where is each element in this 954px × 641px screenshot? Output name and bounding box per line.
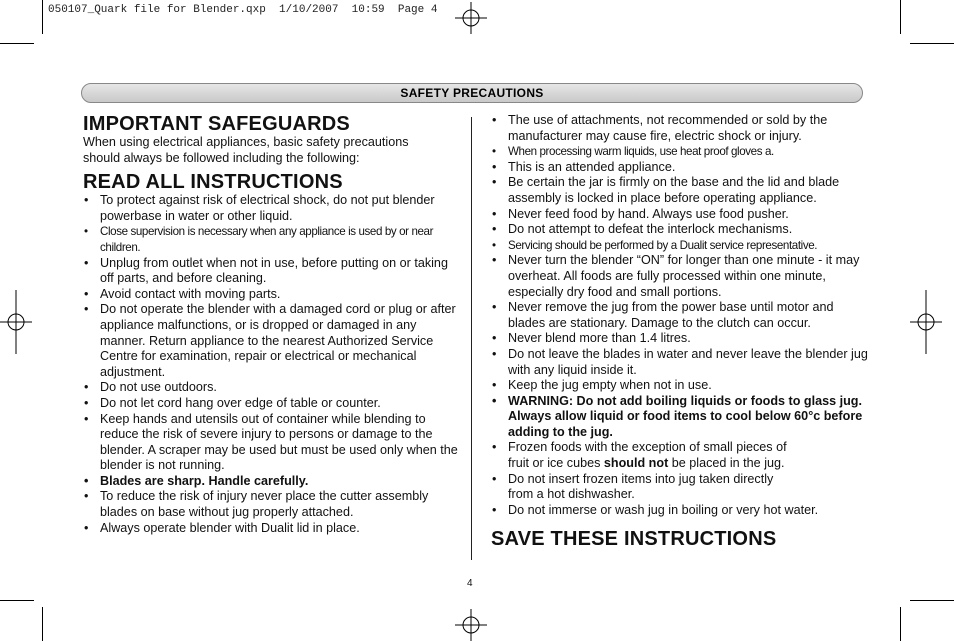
list-item: • When processing warm liquids, use heat proof gloves a. [491,144,871,160]
registration-mark-left-icon [0,290,32,354]
registration-mark-bottom-icon [455,609,487,641]
crop-mark-top-left-v [42,0,43,34]
crop-mark-bottom-left-h [0,600,34,601]
list-item: • Always operate blender with Dualit lid in place. [83,521,463,537]
list-item: • Do not let cord hang over edge of table or counter. [83,396,463,412]
frozen-line-2-pre: fruit or ice cubes [508,456,604,471]
crop-mark-bottom-right-v [900,607,901,641]
heading-read-all-instructions: READ ALL INSTRUCTIONS [83,171,343,194]
right-bullet-list [491,113,871,518]
list-item: • Never remove the jug from the power base until motor and blades are stationary. Damage to the clutch can occur. [491,300,871,331]
insert-line-1: Do not insert frozen items into jug taken directly [508,471,774,486]
list-item-frozen-items [491,472,871,503]
list-item: • To protect against risk of electrical shock, do not put blender powerbase in water or other liquid. [83,193,463,224]
insert-line-2: from a hot dishwasher. [508,487,635,502]
list-item: • Keep hands and utensils out of container while blending to reduce the risk of severe injury to persons or damage to the blender. A scraper may be used but must be used only when the blender is not running. [83,412,463,474]
section-banner: SAFETY PRECAUTIONS [81,83,863,103]
intro-line-2: should always be followed including the following: [83,150,360,165]
list-item: • Never turn the blender “ON” for longer than one minute - it may overheat. All foods are fully processed within one minute, especially dry food and small portions. [491,253,871,300]
list-item: • Do not leave the blades in water and never leave the blender jug with any liquid inside it. [491,347,871,378]
list-item: • Do not immerse or wash jug in boiling or very hot water. [491,503,871,519]
list-item: • Keep the jug empty when not in use. [491,378,871,394]
list-item: • Do not attempt to defeat the interlock mechanisms. [491,222,871,238]
page-number: 4 [467,578,473,589]
frozen-line-1: Frozen foods with the exception of small pieces of [508,440,787,455]
crop-mark-top-right-h [910,43,954,44]
list-item: • Do not use outdoors. [83,380,463,396]
registration-mark-right-icon [910,290,942,354]
warning-item: • WARNING: Do not add boiling liquids or foods to glass jug. Always allow liquid or food items to cool below 60°c before adding to the jug. [491,394,871,441]
list-item: • Blades are sharp. Handle carefully. [83,474,463,490]
list-item: • Unplug from outlet when not in use, before putting on or taking off parts, and before cleaning. [83,256,463,287]
right-column [491,113,871,550]
frozen-line-2-post: be placed in the jug. [668,456,785,471]
list-item: • To reduce the risk of injury never place the cutter assembly blades on base without jug properly attached. [83,489,463,520]
registration-mark-top-icon [455,2,487,34]
crop-mark-top-right-v [900,0,901,34]
list-item: • This is an attended appliance. [491,160,871,176]
list-item-frozen-foods [491,440,871,471]
column-divider [471,117,472,560]
left-column [83,113,463,536]
frozen-line-2-bold: should not [603,456,669,471]
crop-mark-top-left-h [0,43,34,44]
heading-save-these-instructions: SAVE THESE INSTRUCTIONS [491,528,777,551]
crop-mark-bottom-right-h [910,600,954,601]
list-item: • The use of attachments, not recommended or sold by the manufacturer may cause fire, electric shock or injury. [491,113,871,144]
crop-mark-bottom-left-v [42,607,43,641]
list-item: • Be certain the jar is firmly on the base and the lid and blade assembly is locked in place before operating appliance. [491,175,871,206]
intro-line-1: When using electrical appliances, basic safety precautions [83,135,409,149]
list-item: • Never blend more than 1.4 litres. [491,331,871,347]
list-item: • Never feed food by hand. Always use food pusher. [491,207,871,223]
list-item: • Servicing should be performed by a Dualit service representative. [491,238,871,254]
list-item: • Avoid contact with moving parts. [83,287,463,303]
list-item: • Close supervision is necessary when any appliance is used by or near children. [83,224,463,255]
left-bullet-list [83,193,463,536]
heading-important-safeguards: IMPORTANT SAFEGUARDS [83,113,350,135]
file-slug: 050107_Quark file for Blender.qxp 1/10/2007 10:59 Page 4 [48,4,438,16]
intro-paragraph [83,135,463,166]
list-item: • Do not operate the blender with a damaged cord or plug or after appliance malfunctions, or is dropped or damaged in any manner. Return appliance to the nearest Authorized Service Centre for examination, repair or electrical or mechanical adjustment. [83,302,463,380]
